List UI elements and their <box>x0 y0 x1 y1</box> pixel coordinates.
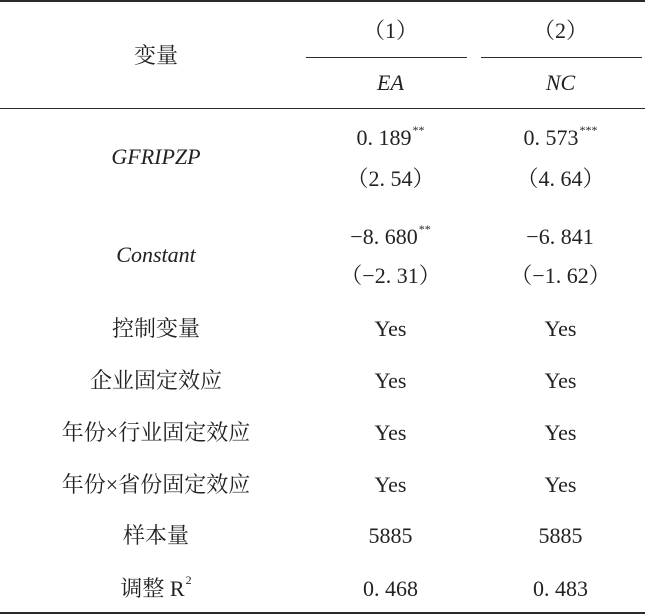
coef-value: 0. 573 <box>523 125 579 150</box>
row-label-year-industry-fe: 年份×行业固定效应 <box>61 420 251 445</box>
significance-stars: ** <box>418 222 431 236</box>
t-stat-cell: （−1. 62） <box>510 263 611 288</box>
column-number-1: （1） <box>362 18 418 43</box>
table-cell: 0. 483 <box>533 576 588 601</box>
column-number-2: （2） <box>532 18 588 43</box>
row-label-firm-fe: 企业固定效应 <box>89 368 222 393</box>
variable-header: 变量 <box>133 43 178 68</box>
header-rule <box>0 108 645 109</box>
row-label-gfripzp: GFRIPZP <box>111 144 201 169</box>
t-stat-cell: （−2. 31） <box>340 263 441 288</box>
coef-value: −6. 841 <box>526 224 594 249</box>
table-cell: Yes <box>544 316 577 341</box>
t-stat-cell: （4. 64） <box>516 166 605 191</box>
row-label-year-province-fe: 年份×省份固定效应 <box>61 472 251 497</box>
row-label-adj-r2 <box>0 573 312 601</box>
coef-cell <box>308 222 473 249</box>
row-label-sample-size: 样本量 <box>122 523 189 548</box>
table-cell: 5885 <box>538 523 583 548</box>
table-cell: 0. 468 <box>363 576 418 601</box>
table-cell: Yes <box>374 420 407 445</box>
column-name-2: NC <box>545 70 576 95</box>
table-cell: Yes <box>544 368 577 393</box>
coef-value: 0. 189 <box>356 125 412 150</box>
table-cell: Yes <box>374 368 407 393</box>
significance-stars: *** <box>579 123 598 137</box>
table-cell: Yes <box>374 472 407 497</box>
table-cell: Yes <box>544 420 577 445</box>
row-label-constant: Constant <box>116 242 196 267</box>
coef-cell <box>478 226 643 248</box>
bottom-rule <box>0 612 645 614</box>
coef-cell <box>478 123 643 150</box>
coef-cell <box>308 123 473 150</box>
significance-stars: ** <box>412 123 425 137</box>
column-number-underline-2 <box>481 57 642 58</box>
top-rule <box>0 0 645 2</box>
table-cell: 5885 <box>368 523 413 548</box>
column-name-1: EA <box>377 70 404 95</box>
column-number-underline-1 <box>306 57 467 58</box>
t-stat-cell: （2. 54） <box>346 166 435 191</box>
table-cell: Yes <box>374 316 407 341</box>
adj-r2-label: 调整 R <box>120 576 185 601</box>
r2-superscript: 2 <box>185 573 192 587</box>
coef-value: −8. 680 <box>350 224 418 249</box>
row-label-controls: 控制变量 <box>111 316 200 341</box>
table-cell: Yes <box>544 472 577 497</box>
